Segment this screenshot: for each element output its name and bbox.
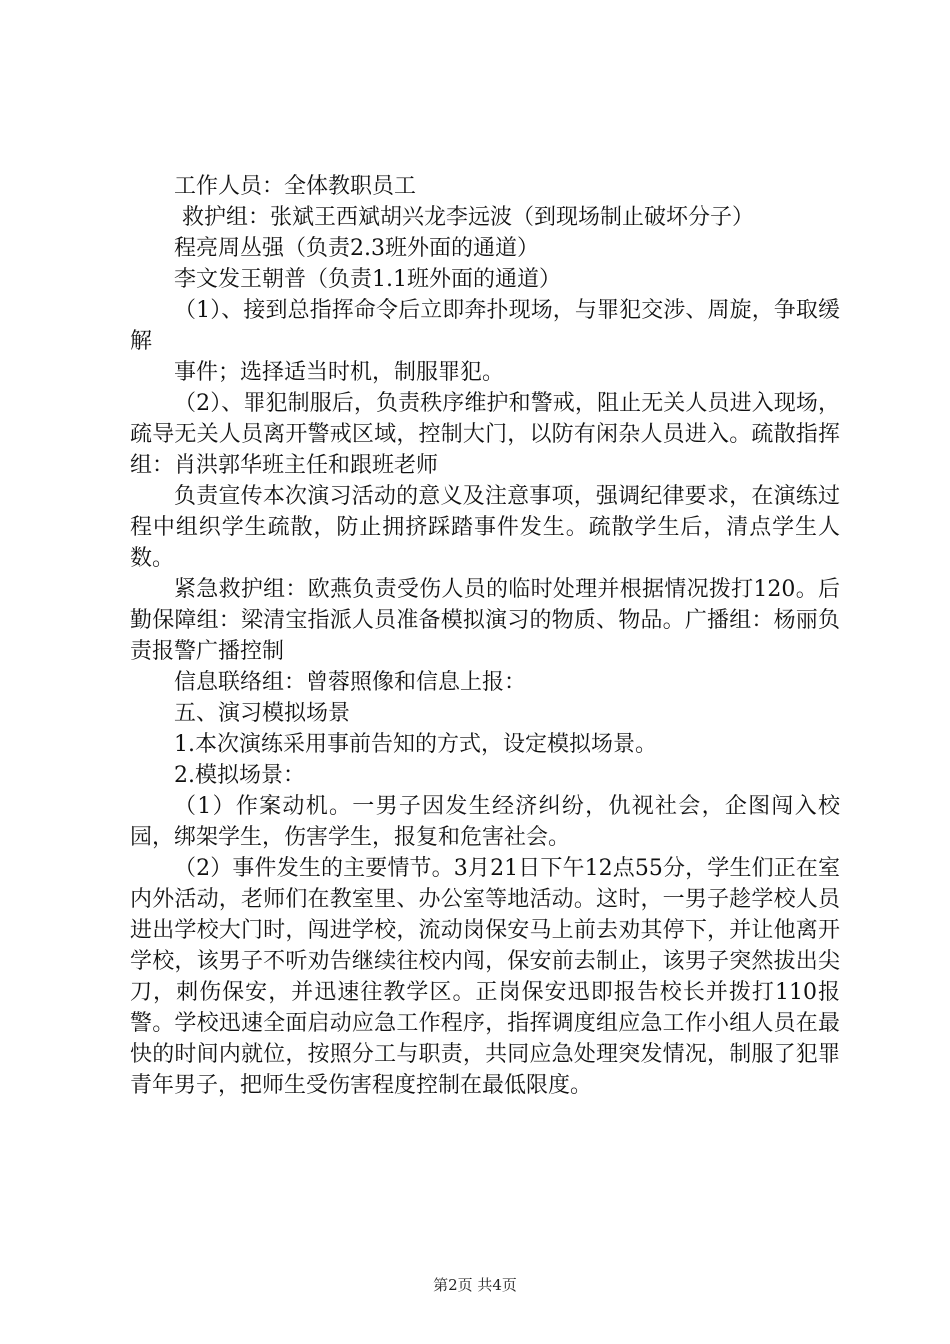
page-number-footer: 第2页 共4页 [433,1276,517,1294]
paragraph-channel-2-3: 程亮周丛强（负责2.3班外面的通道） [174,236,539,261]
paragraph-scenario-2: 2.模拟场景： [174,763,305,788]
section-heading-scenario: 五、演习模拟场景 [174,701,351,726]
paragraph-staff: 工作人员：全体教职员工 [174,174,417,199]
paragraph-duty-1: （1）、接到总指挥命令后立即奔扑现场，与罪犯交涉、周旋，争取缓解 [130,298,840,354]
paragraph-channel-1-1: 李文发王朝普（负责1.1班外面的通道） [174,267,561,292]
document-body [130,171,840,1101]
paragraph-rescue-group: 救护组：张斌王西斌胡兴龙李远波（到现场制止破坏分子） [182,205,755,230]
paragraph-evacuation-duty: 负责宣传本次演习活动的意义及注意事项，强调纪律要求，在演练过程中组织学生疏散，防止拥挤踩踏事件发生。疏散学生后，清点学生人数。 [130,484,840,571]
paragraph-motive: （1）作案动机。一男子因发生经济纠纷，仇视社会，企图闯入校园，绑架学生，伤害学生，报复和危害社会。 [130,794,840,850]
paragraph-scenario-1: 1.本次演练采用事前告知的方式，设定模拟场景。 [174,732,657,757]
paragraph-main-plot: （2）事件发生的主要情节。3月21日下午12点55分，学生们正在室内外活动，老师们在教室里、办公室等地活动。这时，一男子趁学校人员进出学校大门时，闯进学校，流动岗保安马上前去劝其停下，并让他离开学校，该男子不听劝告继续往校内闯，保安前去制止，该男子突然拔出尖刀，刺伤保安，并迅速往教学区。正岗保安迅即报告校长并拨打110报警。学校迅速全面启动应急工作程序，指挥调度组应急工作小组人员在最快的时间内就位，按照分工与职责，共同应急处理突发情况，制服了犯罪青年男子，把师生受伤害程度控制在最低限度。 [130,856,840,1098]
paragraph-info-group: 信息联络组：曾蓉照像和信息上报： [174,670,527,695]
paragraph-emergency-groups: 紧急救护组：欧燕负责受伤人员的临时处理并根据情况拨打120。后勤保障组：梁清宝指派人员准备模拟演习的物质、物品。广播组：杨丽负责报警广播控制 [130,577,840,664]
paragraph-duty-2: （2）、罪犯制服后，负责秩序维护和警戒，阻止无关人员进入现场，疏导无关人员离开警戒区域，控制大门，以防有闲杂人员进入。疏散指挥组：肖洪郭华班主任和跟班老师 [130,391,840,478]
paragraph-duty-1-cont: 事件；选择适当时机，制服罪犯。 [174,360,505,385]
